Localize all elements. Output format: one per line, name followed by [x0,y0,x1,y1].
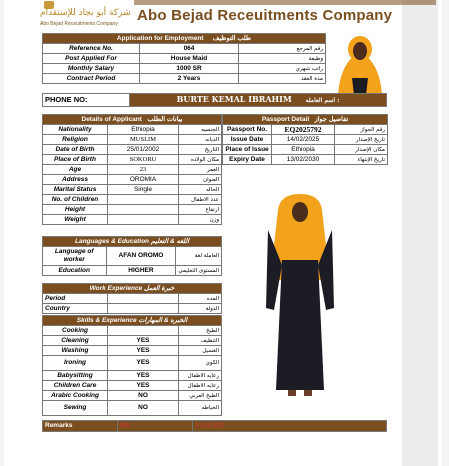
row-label-ar: المستوى التعليمي [176,266,222,276]
row-label-ar: رقم الجواز [335,125,388,135]
row-label: Address [43,175,108,185]
row-label: Cooking [43,326,108,336]
applicant-full-photo [260,190,340,405]
row-label: Place of Birth [43,155,108,165]
row-label: Cleaning [43,336,108,346]
row-label: Contract Period [43,74,140,84]
phone-label: PHONE NO: [43,94,130,107]
applicant-name: BURTE KEMAL IBRAHIM [176,94,292,104]
table-row [43,125,222,135]
row-value: 23 [108,165,179,175]
skills-header: Skills & Experience الخبره & المهارات [43,316,222,326]
row-label-ar: مكان الولاده [179,155,222,165]
table-row [223,125,388,135]
work-experience-table [42,283,222,314]
row-label-ar: الحاله [179,185,222,195]
row-value: YES [108,336,179,346]
applicant-header-en: Details of Applicant [81,115,142,123]
row-label: Education [43,266,107,276]
row-value [108,205,179,215]
row-label-ar: مدة العقد [239,74,326,84]
row-value: NO [108,401,179,416]
row-value: AFAN OROMO [106,247,176,266]
row-value: 064 [140,44,239,54]
table-row [43,145,222,155]
logo-english-text: Abo Bejad Receuitments Company [40,21,118,27]
page-edge [402,0,438,466]
row-label: Age [43,165,108,175]
row-label: Babysitting [43,371,108,381]
row-value: 14/02/2025 [272,135,335,145]
header-strip [134,0,436,5]
table-row [223,135,388,145]
row-label-ar: رعايه الاطفال [179,381,222,391]
row-label: Reference No. [43,44,140,54]
row-label-ar: عدد الاطفال [179,195,222,205]
row-value: YES [108,381,179,391]
row-label: Religion [43,135,108,145]
row-label: Height [43,205,108,215]
table-row [43,371,222,381]
table-row [43,381,222,391]
table-row [43,346,222,356]
table-row [43,74,326,84]
row-label-ar: المده [179,294,222,304]
row-value [108,304,179,314]
row-value: MUSLIM [108,135,179,145]
application-header-en: Application for Employment [116,34,204,42]
row-value: NO [108,391,179,401]
row-label-ar: العاملة لغة [176,247,222,266]
row-label-ar: وزن [179,215,222,225]
row-label: Children Care [43,381,108,391]
row-label: Sewing [43,401,108,416]
row-label-ar: تاريخ الإنتهاء [335,155,388,165]
row-label-ar: تاريخ الإصدار [335,135,388,145]
phone-name-row [42,93,387,107]
row-value: 2 Years [140,74,239,84]
applicant-details-table [42,114,222,225]
table-row [43,54,326,64]
row-label: Country [43,304,108,314]
row-label: Place of Issue [223,145,272,155]
applicant-portrait [330,33,390,95]
row-label: Washing [43,346,108,356]
row-label-ar: الجنسيه [179,125,222,135]
table-row [43,266,222,276]
row-label: Language of worker [43,247,107,266]
row-label-ar: التاريخ [179,145,222,155]
row-label-ar: العنوان [179,175,222,185]
applicant-name-cell [130,94,387,107]
row-value: EQ2025792 [272,125,335,135]
table-row [43,356,222,371]
row-label: Post Applied For [43,54,140,64]
applicant-header-ar: بيانات الطلب [147,115,183,123]
row-label: Period [43,294,108,304]
row-value: YES [108,356,179,371]
remarks-date: 23/03/2025 [193,421,387,432]
row-label-ar: رقم المرجع [239,44,326,54]
table-row [43,155,222,165]
row-label: Weight [43,215,108,225]
table-row [43,205,222,215]
table-row [43,391,222,401]
work-header: Work Experience خبرة العمل [43,284,222,294]
row-label-ar: التنظيف [179,336,222,346]
table-row [43,64,326,74]
row-label-ar: الغسيل [179,346,222,356]
table-row [223,145,388,155]
company-title: Abo Bejad Receuitments Company [137,7,393,24]
table-row [223,155,388,165]
row-value [108,195,179,205]
table-row [43,135,222,145]
table-row [43,44,326,54]
applicant-name-label-ar: اسم العامله : [305,97,340,104]
row-label: Nationality [43,125,108,135]
table-row [43,336,222,346]
row-label-ar: الدولة [179,304,222,314]
row-label: Arabic Cooking [43,391,108,401]
row-label: Marital Status [43,185,108,195]
row-value: Ethiopia [272,145,335,155]
application-table [42,33,326,84]
row-value: 13/02/2030 [272,155,335,165]
row-label-ar: مكان الإصدار [335,145,388,155]
table-row [43,326,222,336]
passport-header [223,115,388,125]
row-label-ar: وظيفة [239,54,326,64]
table-row [43,185,222,195]
row-label: No. of Children [43,195,108,205]
skills-table [42,315,222,416]
row-label: Monthly Salary [43,64,140,74]
row-value: 1000 SR [140,64,239,74]
table-row [43,165,222,175]
row-label-ar: الطبخ العربي [179,391,222,401]
table-row [43,294,222,304]
row-label-ar: الخياطه [179,401,222,416]
table-row [43,215,222,225]
application-header [43,34,326,44]
row-label: Passport No. [223,125,272,135]
row-value: HIGHER [106,266,176,276]
application-header-ar: طلب التوظيف [212,34,252,42]
passport-header-en: Passport Detail [261,115,310,123]
row-value: Ethiopia [108,125,179,135]
table-row [43,247,222,266]
passport-table [222,114,388,165]
row-value [108,215,179,225]
row-value: House Maid [140,54,239,64]
row-label: Issue Date [223,135,272,145]
table-row [43,401,222,416]
row-value: SOKORU [108,155,179,165]
row-label: Ironing [43,356,108,371]
row-label: Expiry Date [223,155,272,165]
table-row [43,175,222,185]
row-label-ar: الكوي [179,356,222,371]
remarks-label: Remarks [43,421,118,432]
row-label-ar: رعايه الاطفال [179,371,222,381]
passport-header-ar: تفاصيل جواز [314,115,349,123]
applicant-header [43,115,222,125]
table-row [43,304,222,314]
row-label: Date of Birth [43,145,108,155]
row-label-ar: ارتفاع [179,205,222,215]
row-value [108,294,179,304]
row-value: 25/01/2002 [108,145,179,155]
row-label-ar: العمر [179,165,222,175]
remarks-bar [42,420,387,432]
logo-arabic-text: شركة أبو بجاد للإستقدام [40,8,131,18]
row-value [108,326,179,336]
remarks-code: MK [118,421,193,432]
row-value: Single [108,185,179,195]
row-value: OROMIA [108,175,179,185]
row-label-ar: الطبخ [179,326,222,336]
languages-header: Languages & Education اللغه & التعليم [43,237,222,247]
row-value: YES [108,371,179,381]
row-value: YES [108,346,179,356]
languages-table [42,236,222,276]
row-label-ar: الديانه [179,135,222,145]
row-label-ar: راتب شهري [239,64,326,74]
table-row [43,195,222,205]
